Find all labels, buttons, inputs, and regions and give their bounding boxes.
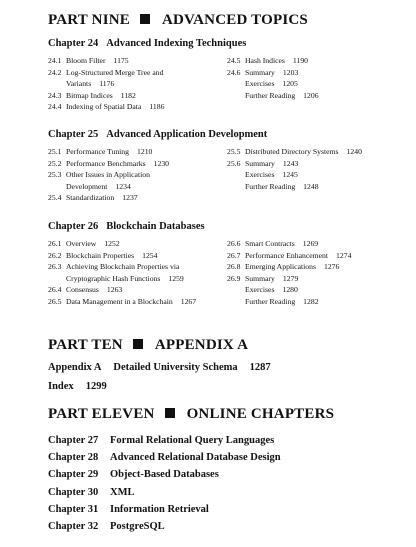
part-ten-label: PART TEN	[48, 337, 123, 353]
chapter-24-sections-left	[48, 55, 164, 113]
toc-entry: 25.2 Performance Benchmarks 1230	[48, 158, 169, 168]
toc-entry: 26.2 Blockchain Properties 1254	[48, 250, 158, 260]
toc-entry: 25.5 Distributed Directory Systems 1240	[227, 147, 362, 156]
toc-entry: Further Reading 1282	[245, 296, 319, 306]
chapter-26-sections-left	[48, 238, 196, 308]
toc-entry: 26.1 Overview 1252	[48, 239, 120, 248]
chapter-25-sections-right	[227, 146, 362, 192]
list-item: Chapter 32 PostgreSQL	[48, 521, 165, 533]
toc-entry: Exercises 1245	[245, 170, 298, 180]
chapter-24-sections-right	[227, 55, 319, 101]
toc-entry: 25.1 Performance Tuning 1210	[48, 147, 153, 156]
chapter-24-title: Advanced Indexing Techniques	[106, 38, 247, 49]
toc-entry: Further Reading 1206	[245, 90, 319, 100]
toc-entry: 24.1 Bloom Filter 1175	[48, 56, 129, 65]
part-nine-name: ADVANCED TOPICS	[161, 12, 308, 28]
list-item: Chapter 27 Formal Relational Query Languages	[48, 435, 275, 446]
toc-entry: 24.4 Indexing of Spatial Data 1186	[48, 102, 165, 112]
toc-entry: Development 1234	[66, 181, 131, 191]
toc-entry: Exercises 1280	[245, 285, 298, 295]
toc-entry: 26.8 Emerging Applications 1276	[227, 262, 340, 272]
toc-entry: Further Reading 1248	[245, 181, 319, 191]
chapter-26-label: Chapter 26	[48, 221, 99, 232]
toc-entry: 26.3 Achieving Blockchain Properties via	[48, 262, 180, 272]
list-item: Chapter 29 Object-Based Databases	[48, 469, 219, 481]
toc-entry: 24.6 Summary 1203	[227, 67, 299, 77]
toc-entry: 25.3 Other Issues in Application	[48, 170, 150, 180]
part-nine-label: PART NINE	[48, 12, 130, 28]
chapter-25-sections-left	[48, 146, 169, 204]
square-bullet-icon	[165, 408, 175, 418]
part-eleven-label: PART ELEVEN	[48, 406, 155, 422]
chapter-26-title: Blockchain Databases	[106, 221, 205, 232]
chapter-24-label: Chapter 24	[48, 38, 99, 49]
toc-entry: 26.7 Performance Enhancement 1274	[227, 250, 352, 260]
list-item: Chapter 30 XML	[48, 486, 135, 498]
chapter-25-title: Advanced Application Development	[106, 129, 268, 140]
chapter-24-heading	[48, 38, 246, 49]
toc-entry: 26.6 Smart Contracts 1269	[227, 239, 319, 248]
toc-entry: 26.4 Consensus 1263	[48, 285, 123, 295]
toc-entry: 25.4 Standardization 1237	[48, 193, 138, 203]
index-label: Index	[48, 381, 74, 392]
toc-entry: 25.6 Summary 1243	[227, 158, 299, 168]
part-ten-heading	[48, 337, 248, 354]
chapter-25-label: Chapter 25	[48, 129, 99, 140]
list-item: Chapter 31 Information Retrieval	[48, 503, 209, 515]
part-nine-heading	[48, 12, 308, 29]
toc-entry: Exercises 1205	[245, 79, 298, 89]
toc-entry: 26.5 Data Management in a Blockchain 1267	[48, 296, 197, 306]
index-entry	[48, 381, 107, 392]
part-eleven-heading	[48, 406, 334, 423]
appendix-a-entry	[48, 362, 271, 373]
toc-entry: Variants 1176	[66, 79, 115, 89]
online-chapters-list	[48, 432, 281, 535]
appendix-a-title: Detailed University Schema	[113, 362, 238, 373]
part-ten-name: APPENDIX A	[154, 337, 249, 353]
square-bullet-icon	[140, 14, 150, 24]
list-item: Chapter 28 Advanced Relational Database Design	[48, 452, 281, 464]
part-eleven-name: ONLINE CHAPTERS	[186, 406, 335, 422]
toc-entry: Cryptographic Hash Functions 1259	[66, 273, 184, 283]
chapter-26-heading	[48, 221, 205, 232]
chapter-26-sections-right	[227, 238, 351, 308]
index-page: 1299	[85, 381, 107, 392]
appendix-a-label: Appendix A	[48, 362, 102, 373]
appendix-a-page: 1287	[249, 362, 271, 373]
chapter-25-heading	[48, 129, 267, 140]
square-bullet-icon	[133, 339, 143, 349]
toc-entry: 26.9 Summary 1279	[227, 273, 299, 283]
toc-entry: 24.5 Hash Indices 1190	[227, 56, 309, 65]
toc-entry: 24.2 Log-Structured Merge Tree and	[48, 67, 164, 77]
toc-entry: 24.3 Bitmap Indices 1182	[48, 90, 136, 100]
